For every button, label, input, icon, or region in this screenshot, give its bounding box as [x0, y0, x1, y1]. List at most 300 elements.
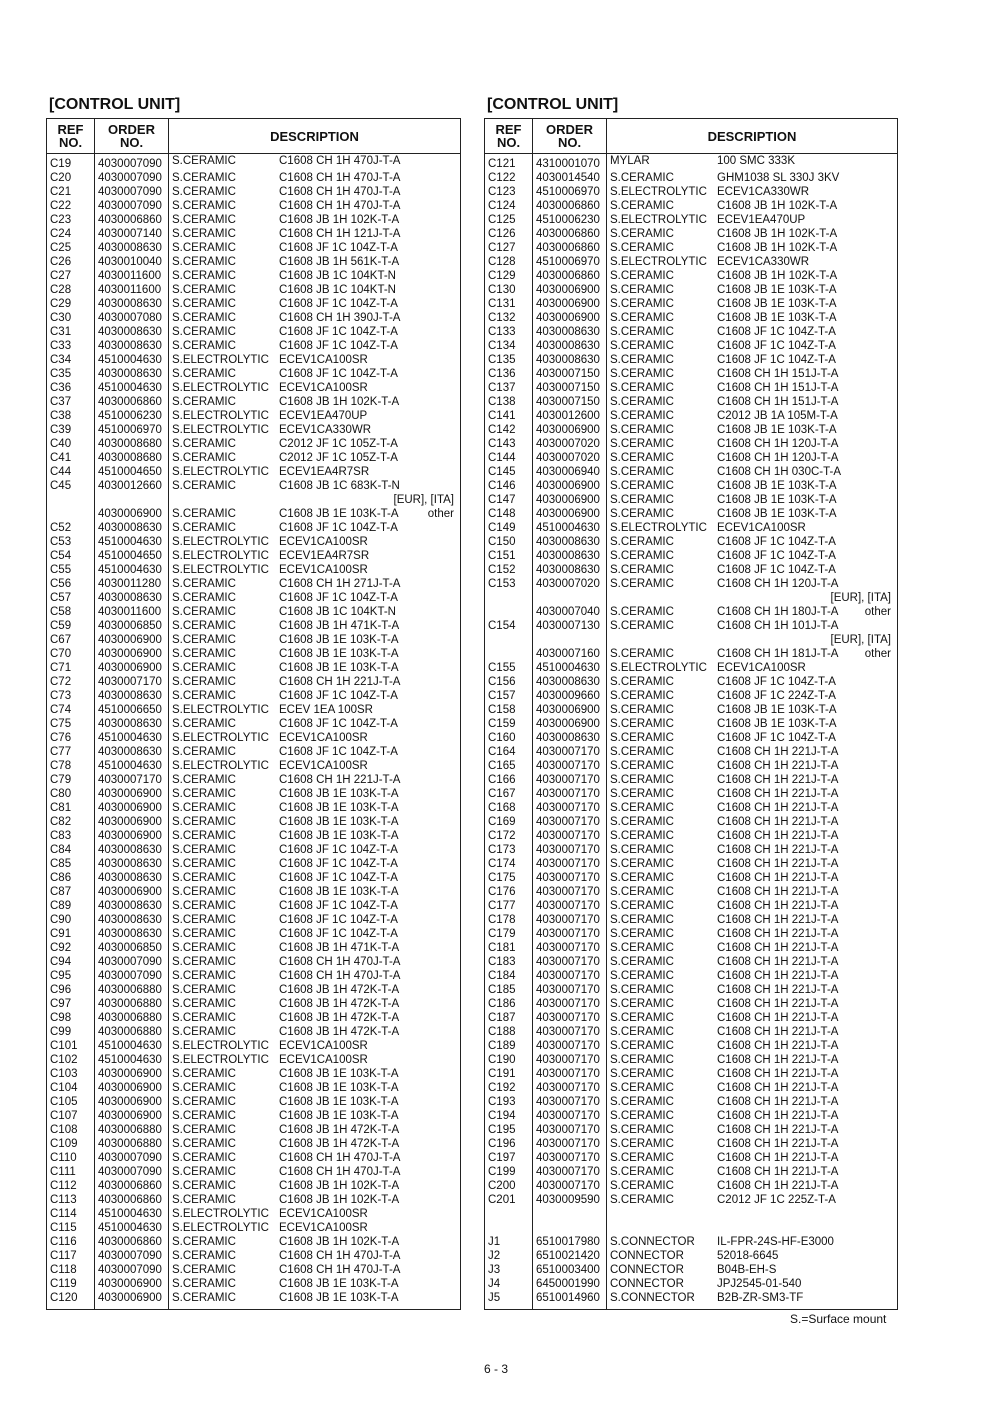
part-value: C1608 JB 1H 102K-T-A — [279, 1194, 400, 1206]
part-type: S.CERAMIC — [610, 1124, 674, 1136]
part-type: S.CERAMIC — [610, 956, 674, 968]
table-row — [47, 521, 461, 535]
part-value: C1608 JB 1E 103K-T-A — [717, 718, 837, 730]
order-no-cell: 4030007150 — [533, 367, 607, 381]
ref-no-cell: C95 — [47, 969, 95, 983]
description-cell — [169, 1025, 461, 1039]
ref-no-cell: C25 — [47, 241, 95, 255]
part-type: S.CERAMIC — [610, 984, 674, 996]
table-row — [485, 1123, 898, 1137]
order-no-cell: 4030007170 — [533, 773, 607, 787]
ref-no-cell: C22 — [47, 199, 95, 213]
part-value: C1608 JF 1C 104Z-T-A — [279, 298, 398, 310]
order-no-cell: 4030007170 — [533, 815, 607, 829]
part-value: C1608 CH 1H 470J-T-A — [279, 155, 401, 167]
right-section-title: [CONTROL UNIT] — [487, 96, 619, 113]
part-type: S.CERAMIC — [610, 578, 674, 590]
order-no-cell: 4030006860 — [95, 1193, 169, 1207]
description-cell — [607, 479, 898, 493]
description-cell — [169, 913, 461, 927]
ref-no-cell: C96 — [47, 983, 95, 997]
table-row — [47, 451, 461, 465]
description-cell — [607, 773, 898, 787]
table-row — [485, 479, 898, 493]
ref-no-cell: C159 — [485, 717, 533, 731]
description-cell — [607, 1277, 898, 1291]
order-no-cell: 6510003400 — [533, 1263, 607, 1277]
order-no-cell: 4030006900 — [95, 1291, 169, 1305]
order-no-cell: 4510006650 — [95, 703, 169, 717]
description-cell — [169, 591, 461, 605]
description-cell — [169, 815, 461, 829]
ref-no-cell: C185 — [485, 983, 533, 997]
right-table-body — [485, 154, 898, 1310]
table-row — [485, 1095, 898, 1109]
ref-no-cell: C131 — [485, 297, 533, 311]
ref-no-cell: C29 — [47, 297, 95, 311]
order-no-cell: 4030008630 — [95, 521, 169, 535]
description-header: DESCRIPTION — [607, 119, 898, 154]
part-type: S.CERAMIC — [610, 1012, 674, 1024]
part-type: S.ELECTROLYTIC — [610, 522, 707, 534]
order-no-cell: 4030007170 — [533, 745, 607, 759]
order-no-cell: 4030008630 — [533, 731, 607, 745]
order-no-cell: 4030006860 — [95, 213, 169, 227]
table-row — [485, 255, 898, 269]
ref-no-cell: C177 — [485, 899, 533, 913]
ref-no-cell: C167 — [485, 787, 533, 801]
description-cell — [169, 647, 461, 661]
order-no-cell: 4030006900 — [533, 297, 607, 311]
description-cell — [607, 423, 898, 437]
table-row — [47, 689, 461, 703]
part-value: C1608 JF 1C 104Z-T-A — [279, 858, 398, 870]
table-row — [485, 185, 898, 199]
description-cell — [607, 983, 898, 997]
part-type: S.CERAMIC — [172, 1152, 236, 1164]
description-cell — [607, 815, 898, 829]
description-cell — [607, 241, 898, 255]
ref-no-cell: C40 — [47, 437, 95, 451]
part-type: S.CERAMIC — [172, 1068, 236, 1080]
part-type: S.CERAMIC — [172, 1250, 236, 1262]
ref-no-cell: C99 — [47, 1025, 95, 1039]
part-type: S.CERAMIC — [172, 676, 236, 688]
ref-no-cell: C194 — [485, 1109, 533, 1123]
ref-no-cell: C102 — [47, 1053, 95, 1067]
table-row — [485, 899, 898, 913]
order-no-cell: 4030006860 — [533, 199, 607, 213]
part-value: C1608 JB 1H 102K-T-A — [717, 200, 838, 212]
part-value: 52018-6645 — [717, 1250, 779, 1262]
part-value: ECEV1CA330WR — [717, 186, 810, 198]
table-row — [485, 269, 898, 283]
order-no-cell: 6510017980 — [533, 1235, 607, 1249]
table-row — [485, 1249, 898, 1263]
description-cell — [607, 1207, 898, 1221]
ref-no-cell: C175 — [485, 871, 533, 885]
order-no-cell: 4030006900 — [533, 507, 607, 521]
description-cell — [607, 591, 898, 605]
part-value: ECEV 1EA 100SR — [279, 704, 373, 716]
order-no-cell: 4030007080 — [95, 311, 169, 325]
order-no-cell: 4030006900 — [95, 1067, 169, 1081]
table-row — [47, 1277, 461, 1291]
ref-no-cell: C57 — [47, 591, 95, 605]
ref-no-cell — [47, 493, 95, 507]
ref-no-cell: C181 — [485, 941, 533, 955]
part-type: S.ELECTROLYTIC — [172, 466, 269, 478]
part-value: C1608 JF 1C 104Z-T-A — [279, 928, 398, 940]
order-no-cell: 4310001070 — [533, 154, 607, 172]
part-value: C1608 CH 1H 221J-T-A — [717, 788, 839, 800]
part-value: C1608 CH 1H 221J-T-A — [717, 942, 839, 954]
table-row — [485, 1263, 898, 1277]
ref-no-cell: C28 — [47, 283, 95, 297]
ref-no-cell: C31 — [47, 325, 95, 339]
part-value: C1608 CH 1H 221J-T-A — [717, 830, 839, 842]
description-cell — [169, 941, 461, 955]
order-no-cell: 6510021420 — [533, 1249, 607, 1263]
order-no-cell: 4030007170 — [533, 927, 607, 941]
part-type: S.CERAMIC — [610, 396, 674, 408]
order-no-cell: 4030007170 — [533, 1151, 607, 1165]
part-type: S.CERAMIC — [610, 508, 674, 520]
order-no-cell: 4030009590 — [533, 1193, 607, 1207]
description-cell — [169, 395, 461, 409]
part-value: C1608 CH 1H 221J-T-A — [279, 774, 401, 786]
table-row — [485, 1067, 898, 1081]
part-value: C1608 JB 1H 102K-T-A — [717, 270, 838, 282]
table-row — [47, 1151, 461, 1165]
table-row — [485, 1151, 898, 1165]
part-type: S.ELECTROLYTIC — [172, 410, 269, 422]
part-value: C2012 JF 1C 105Z-T-A — [279, 438, 398, 450]
part-value: ECEV1EA470UP — [717, 214, 806, 226]
ref-no-cell: C197 — [485, 1151, 533, 1165]
ref-no-cell — [47, 507, 95, 521]
description-cell — [607, 325, 898, 339]
part-value: C1608 JB 1H 471K-T-A — [279, 620, 400, 632]
description-cell — [607, 703, 898, 717]
description-cell — [607, 829, 898, 843]
part-type: S.CERAMIC — [172, 256, 236, 268]
order-no-cell: 4030007090 — [95, 185, 169, 199]
part-value: C1608 JB 1H 102K-T-A — [717, 242, 838, 254]
ref-no-cell: C166 — [485, 773, 533, 787]
ref-no-cell: C75 — [47, 717, 95, 731]
part-type: S.CERAMIC — [172, 746, 236, 758]
order-no-cell: 4030006850 — [95, 619, 169, 633]
order-no-cell: 4030007170 — [533, 1137, 607, 1151]
description-cell — [607, 465, 898, 479]
table-row — [485, 591, 898, 605]
order-no-cell: 4030011280 — [95, 577, 169, 591]
description-cell — [169, 451, 461, 465]
table-row — [485, 717, 898, 731]
part-type: S.CERAMIC — [172, 228, 236, 240]
ref-no-cell: C45 — [47, 479, 95, 493]
part-type: S.CERAMIC — [610, 732, 674, 744]
part-value: C1608 CH 1H 221J-T-A — [717, 1138, 839, 1150]
order-no-cell: 4030007170 — [533, 1095, 607, 1109]
ref-no-cell: C83 — [47, 829, 95, 843]
part-type: S.CERAMIC — [610, 1152, 674, 1164]
left-parts-table — [46, 118, 461, 1310]
table-row — [485, 633, 898, 647]
table-row — [47, 745, 461, 759]
table-row — [47, 269, 461, 283]
table-row — [47, 1039, 461, 1053]
part-value: C1608 JB 1E 103K-T-A — [279, 1278, 399, 1290]
order-no-cell: 4030007020 — [533, 451, 607, 465]
description-cell — [607, 633, 898, 647]
order-no-cell: 4030007170 — [533, 983, 607, 997]
order-no-cell: 4510006970 — [533, 185, 607, 199]
ref-no-cell: C72 — [47, 675, 95, 689]
ref-no-cell: C123 — [485, 185, 533, 199]
order-no-cell: 4030008680 — [95, 451, 169, 465]
table-row — [485, 1193, 898, 1207]
part-value: C1608 CH 1H 470J-T-A — [279, 172, 401, 184]
ref-no-cell: C67 — [47, 633, 95, 647]
part-type: S.CERAMIC — [172, 816, 236, 828]
order-no-cell: 4030006900 — [95, 801, 169, 815]
part-value: IL-FPR-24S-HF-E3000 — [717, 1236, 834, 1248]
part-type: S.ELECTROLYTIC — [610, 214, 707, 226]
table-row — [47, 1193, 461, 1207]
table-row — [485, 311, 898, 325]
part-value: C1608 JB 1H 102K-T-A — [279, 1236, 400, 1248]
table-row — [485, 381, 898, 395]
order-no-cell: 4510006970 — [95, 423, 169, 437]
part-value: C1608 JB 1E 103K-T-A — [717, 424, 837, 436]
order-no-cell: 4030008630 — [95, 689, 169, 703]
table-row — [485, 619, 898, 633]
table-row — [47, 633, 461, 647]
part-type: S.CERAMIC — [610, 1096, 674, 1108]
description-cell — [169, 1277, 461, 1291]
order-no-cell: 4030006860 — [95, 395, 169, 409]
order-no-cell: 4030007150 — [533, 395, 607, 409]
table-row — [485, 1291, 898, 1305]
part-type: S.CERAMIC — [172, 1096, 236, 1108]
order-no-cell: 4030008630 — [95, 591, 169, 605]
description-cell — [607, 969, 898, 983]
description-cell — [607, 941, 898, 955]
table-row — [47, 843, 461, 857]
part-type: S.CERAMIC — [610, 1138, 674, 1150]
table-row — [485, 731, 898, 745]
description-cell — [607, 997, 898, 1011]
order-no-cell: 4030007170 — [533, 955, 607, 969]
table-bottom-spacer — [47, 1305, 461, 1310]
order-no-cell: 4030007170 — [533, 1109, 607, 1123]
description-cell — [169, 843, 461, 857]
part-type: S.CERAMIC — [172, 1138, 236, 1150]
part-value: C1608 CH 1H 221J-T-A — [717, 802, 839, 814]
description-cell — [169, 381, 461, 395]
part-value: ECEV1CA100SR — [279, 1054, 368, 1066]
order-no-cell: 4030007170 — [533, 871, 607, 885]
table-row — [485, 969, 898, 983]
part-type: S.ELECTROLYTIC — [172, 760, 269, 772]
order-no-cell: 4030006900 — [95, 1095, 169, 1109]
ref-no-cell: C23 — [47, 213, 95, 227]
table-row — [485, 297, 898, 311]
order-no-cell: 4030008630 — [95, 325, 169, 339]
part-type: S.CERAMIC — [610, 774, 674, 786]
table-row — [47, 577, 461, 591]
table-row — [47, 857, 461, 871]
part-type: S.CERAMIC — [172, 592, 236, 604]
ref-no-cell: C114 — [47, 1207, 95, 1221]
ref-no-cell: C33 — [47, 339, 95, 353]
part-type: S.CERAMIC — [610, 172, 674, 184]
part-type: S.ELECTROLYTIC — [172, 424, 269, 436]
order-no-cell: 4510004650 — [95, 465, 169, 479]
part-value: C1608 CH 1H 221J-T-A — [717, 760, 839, 772]
description-cell — [169, 675, 461, 689]
part-value: ECEV1EA470UP — [279, 410, 368, 422]
part-type: S.ELECTROLYTIC — [172, 382, 269, 394]
description-cell — [169, 1011, 461, 1025]
order-no-cell: 4030008630 — [533, 675, 607, 689]
part-type: S.CERAMIC — [610, 718, 674, 730]
ref-no-cell: C164 — [485, 745, 533, 759]
part-type: S.CERAMIC — [172, 1236, 236, 1248]
part-type: S.CERAMIC — [610, 1166, 674, 1178]
table-row — [485, 521, 898, 535]
order-no-cell: 4030006900 — [95, 661, 169, 675]
table-row — [47, 1221, 461, 1235]
order-no-cell: 4030006900 — [533, 423, 607, 437]
part-type: S.CERAMIC — [172, 172, 236, 184]
table-row — [47, 227, 461, 241]
part-type: S.CERAMIC — [172, 928, 236, 940]
description-cell — [607, 297, 898, 311]
ref-no-cell: C174 — [485, 857, 533, 871]
order-no-header: ORDER NO. — [533, 119, 607, 154]
part-value: ECEV1CA100SR — [279, 564, 368, 576]
part-value: C1608 CH 1H 221J-T-A — [717, 1068, 839, 1080]
order-no-header: ORDER NO. — [95, 119, 169, 154]
ref-no-cell: C150 — [485, 535, 533, 549]
order-no-cell: 4030008630 — [95, 297, 169, 311]
description-cell — [169, 1193, 461, 1207]
ref-no-cell — [485, 1221, 533, 1235]
table-row — [485, 787, 898, 801]
table-row — [485, 885, 898, 899]
description-cell — [607, 759, 898, 773]
ref-no-cell: C110 — [47, 1151, 95, 1165]
table-row — [47, 213, 461, 227]
part-value: C1608 CH 1H 221J-T-A — [717, 1166, 839, 1178]
order-no-cell: 4030008630 — [533, 535, 607, 549]
ref-no-cell: C59 — [47, 619, 95, 633]
order-no-cell: 4510004630 — [95, 1221, 169, 1235]
table-row — [47, 311, 461, 325]
table-row — [485, 647, 898, 661]
description-cell — [169, 633, 461, 647]
table-row — [485, 325, 898, 339]
order-no-cell: 4030007170 — [533, 843, 607, 857]
ref-no-cell: C34 — [47, 353, 95, 367]
part-type: S.ELECTROLYTIC — [172, 732, 269, 744]
part-type: S.CERAMIC — [172, 284, 236, 296]
description-cell — [607, 787, 898, 801]
ref-no-cell: C104 — [47, 1081, 95, 1095]
order-no-cell: 4030007090 — [95, 969, 169, 983]
part-type: S.CERAMIC — [172, 1278, 236, 1290]
order-no-cell: 4030007170 — [533, 1123, 607, 1137]
table-row — [485, 1025, 898, 1039]
order-no-cell: 4030007170 — [533, 1011, 607, 1025]
order-no-cell — [533, 1221, 607, 1235]
ref-no-cell: C81 — [47, 801, 95, 815]
description-cell — [169, 1221, 461, 1235]
part-value: ECEV1EA4R7SR — [279, 466, 370, 478]
description-cell — [169, 479, 461, 493]
part-type: S.CERAMIC — [610, 998, 674, 1010]
table-row — [485, 1137, 898, 1151]
part-type: S.CERAMIC — [610, 802, 674, 814]
part-value: C1608 CH 1H 221J-T-A — [717, 928, 839, 940]
part-type: S.CERAMIC — [172, 368, 236, 380]
ref-no-cell: C103 — [47, 1067, 95, 1081]
part-value: C1608 CH 1H 221J-T-A — [717, 956, 839, 968]
ref-no-cell: C74 — [47, 703, 95, 717]
table-row — [47, 437, 461, 451]
part-value: C1608 JB 1E 103K-T-A — [279, 788, 399, 800]
right-table-header — [485, 119, 898, 154]
part-type: S.CERAMIC — [172, 942, 236, 954]
table-row — [47, 1081, 461, 1095]
table-row — [485, 437, 898, 451]
spacer-cell — [47, 1305, 95, 1310]
part-value: C1608 JB 1H 472K-T-A — [279, 984, 400, 996]
part-type: S.CERAMIC — [172, 844, 236, 856]
table-row — [485, 451, 898, 465]
order-no-cell: 4030006880 — [95, 983, 169, 997]
ref-no-cell: C126 — [485, 227, 533, 241]
description-cell — [169, 199, 461, 213]
part-type: S.CERAMIC — [172, 452, 236, 464]
description-cell — [169, 521, 461, 535]
ref-no-cell: C21 — [47, 185, 95, 199]
part-value: ECEV1CA100SR — [279, 536, 368, 548]
ref-no-cell: C149 — [485, 521, 533, 535]
part-type: S.CERAMIC — [610, 480, 674, 492]
description-cell — [607, 535, 898, 549]
order-no-cell: 4030007090 — [95, 199, 169, 213]
table-row — [47, 479, 461, 493]
part-type: CONNECTOR — [610, 1278, 684, 1290]
part-type: S.CERAMIC — [172, 214, 236, 226]
description-cell — [169, 1151, 461, 1165]
part-value: ECEV1CA100SR — [279, 1040, 368, 1052]
table-row — [47, 1053, 461, 1067]
ref-no-cell: C189 — [485, 1039, 533, 1053]
part-value: ECEV1EA4R7SR — [279, 550, 370, 562]
table-row — [47, 409, 461, 423]
description-cell — [169, 1235, 461, 1249]
part-type: S.CONNECTOR — [610, 1236, 695, 1248]
part-value: C1608 JB 1E 103K-T-A — [279, 648, 399, 660]
ref-no-cell: C85 — [47, 857, 95, 871]
table-row — [485, 773, 898, 787]
description-cell — [607, 521, 898, 535]
